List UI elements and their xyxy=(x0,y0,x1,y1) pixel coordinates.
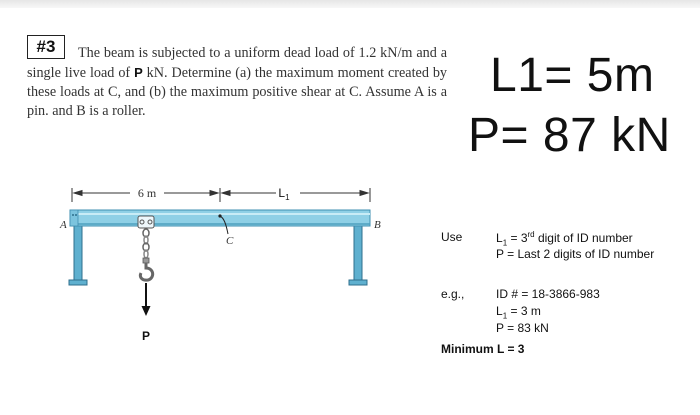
support-b-base xyxy=(349,280,367,285)
support-a-column xyxy=(74,226,82,280)
beam-end-plate-left xyxy=(70,210,78,226)
example-l1-pre: L xyxy=(496,304,503,318)
rule-l1 xyxy=(496,230,633,247)
support-a-base xyxy=(69,280,87,285)
rule-p: P = Last 2 digits of ID number xyxy=(496,247,655,261)
problem-statement xyxy=(27,44,447,121)
dimension-6m: 6 m xyxy=(137,186,157,200)
statement-load-p: P xyxy=(134,65,143,80)
given-l1: L1= 5m xyxy=(490,49,655,102)
label-b: B xyxy=(374,219,381,231)
problem-number: #3 xyxy=(27,35,65,59)
example-id: ID # = 18-3866-983 xyxy=(496,287,600,301)
rule-l1-mid: = 3 xyxy=(507,231,528,245)
minimum-note: Minimum L = 3 xyxy=(441,342,525,356)
top-edge xyxy=(0,0,700,8)
dimension-l1 xyxy=(278,186,290,202)
hook-icon xyxy=(140,263,152,280)
example-l1-sub: 1 xyxy=(502,311,508,321)
label-c: C xyxy=(226,235,234,247)
example-label: e.g., xyxy=(441,287,465,301)
beam-figure xyxy=(52,180,392,350)
label-p: P xyxy=(142,329,151,343)
statement-part-1: The beam is subjected to a uniform dead load of 1.2 kN/m and a single live load of xyxy=(27,45,447,81)
dimension-line xyxy=(72,188,370,202)
point-c-dot xyxy=(218,214,221,217)
statement-part-2: kN. Determine (a) the maximum moment created by these loads at C, and (b) the maximum positive shear at C. Assume A is a pin. and B is a roller. xyxy=(27,65,448,119)
rule-l1-post: digit of ID number xyxy=(534,231,633,245)
rule-l1-sup: rd xyxy=(527,230,535,239)
given-p: P= 87 kN xyxy=(468,109,671,162)
example-l1-post: = 3 m xyxy=(507,304,541,318)
rule-l1-sub: 1 xyxy=(502,238,508,248)
use-label: Use xyxy=(441,230,463,244)
load-arrow-head xyxy=(142,306,151,316)
dimension-l1-main: L xyxy=(278,186,286,200)
rule-l1-pre: L xyxy=(496,231,503,245)
chain-hoist xyxy=(138,216,154,263)
label-a: A xyxy=(60,219,67,231)
dimension-l1-sub: 1 xyxy=(285,193,290,202)
example-p: P = 83 kN xyxy=(496,321,549,335)
example-l1 xyxy=(496,304,541,320)
support-b-column xyxy=(354,226,362,280)
